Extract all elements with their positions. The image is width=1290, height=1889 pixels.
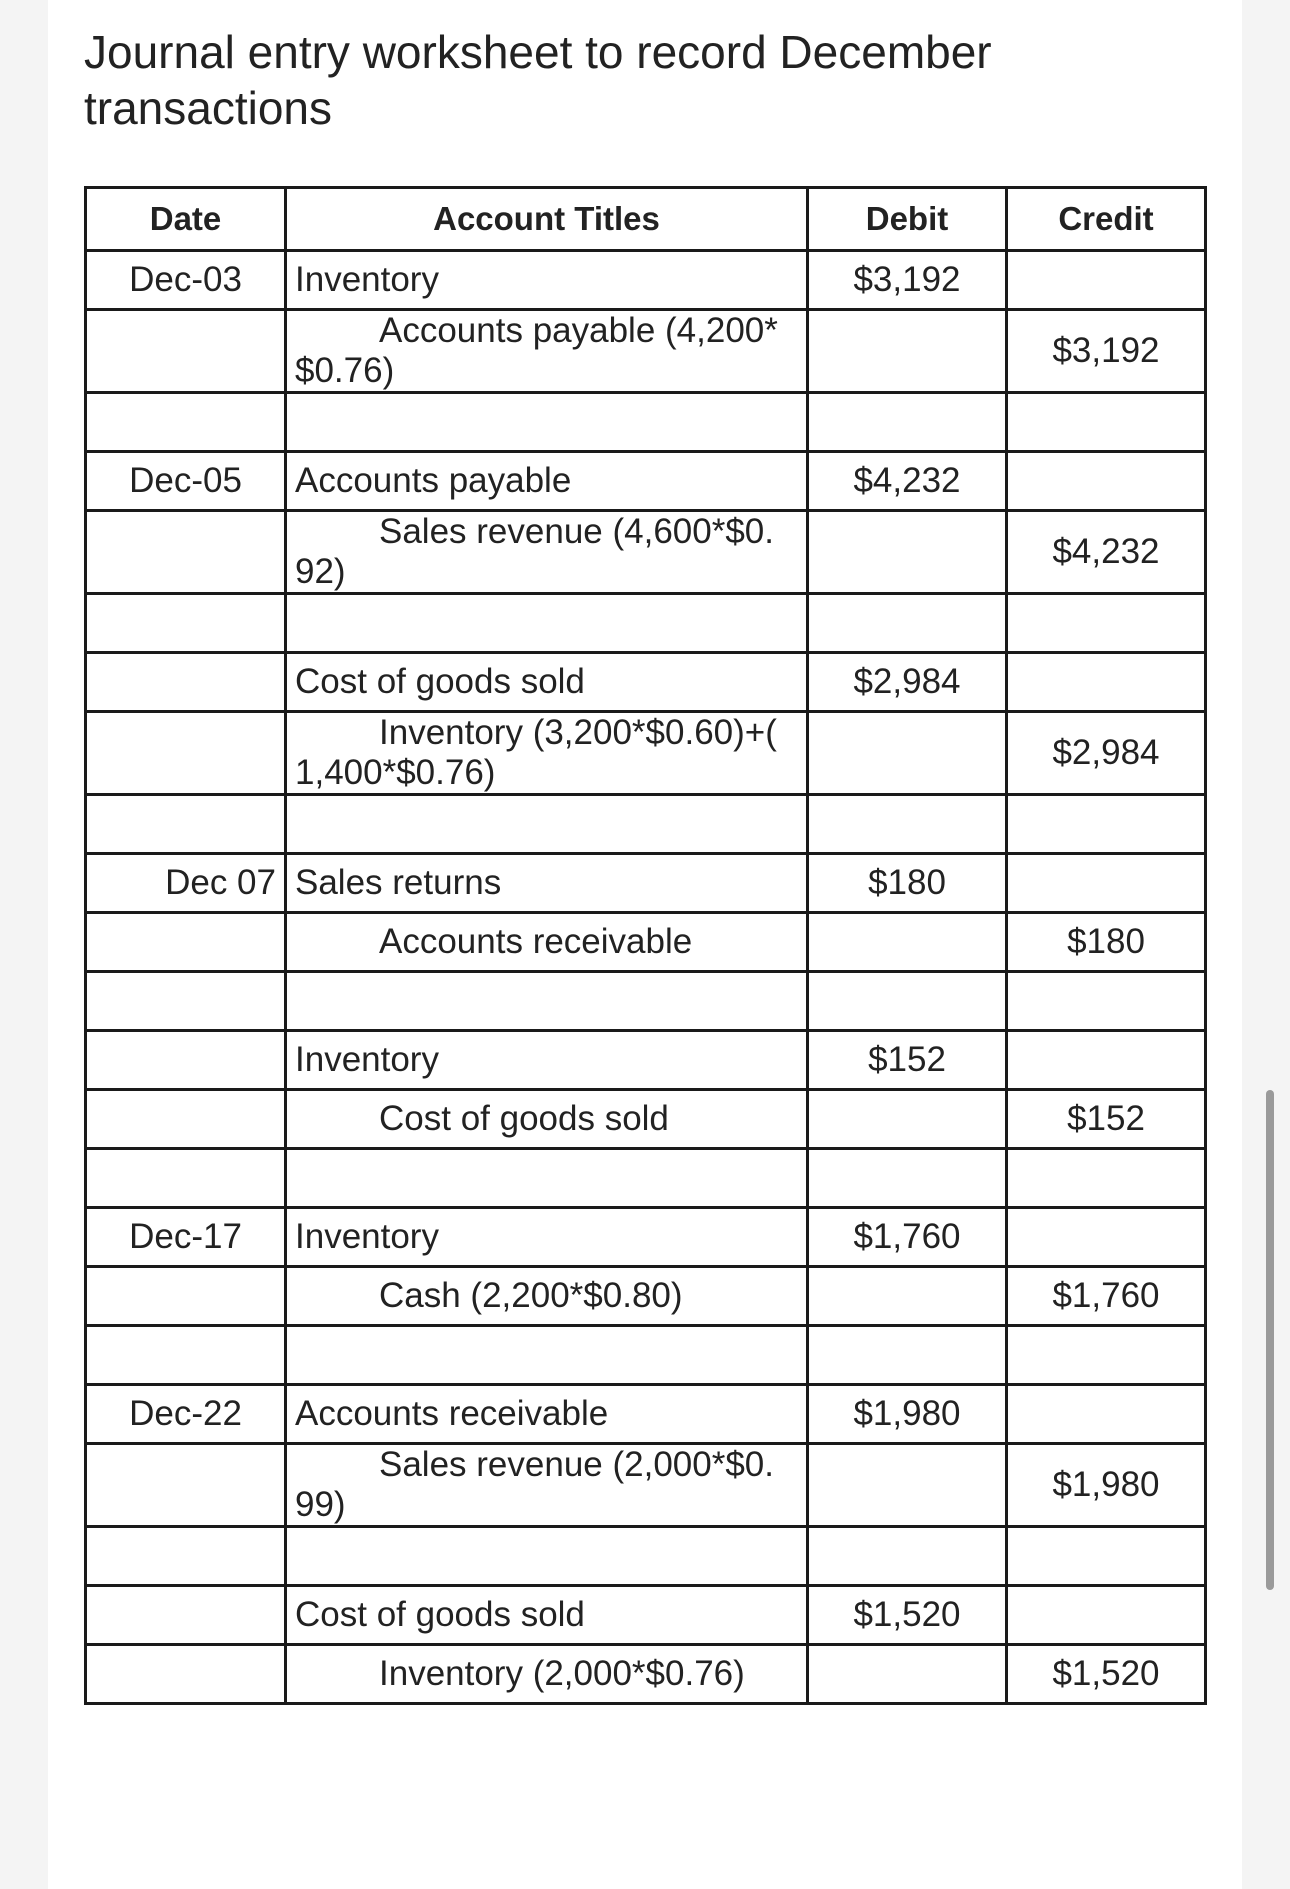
account-cell[interactable]: Inventory (2,000*$0.76) xyxy=(286,1645,808,1704)
account-cell[interactable] xyxy=(286,511,808,594)
debit-cell[interactable]: $152 xyxy=(808,1031,1007,1090)
account-cell[interactable] xyxy=(286,1527,808,1586)
account-cell[interactable]: Accounts receivable xyxy=(286,1385,808,1444)
account-cell[interactable]: Inventory xyxy=(286,1208,808,1267)
date-cell[interactable] xyxy=(86,1527,286,1586)
account-text-line-2: 99) xyxy=(295,1485,346,1524)
credit-cell[interactable]: $4,232 xyxy=(1007,511,1206,594)
date-cell[interactable] xyxy=(86,1031,286,1090)
debit-cell[interactable] xyxy=(808,972,1007,1031)
header-date: Date xyxy=(86,188,286,251)
table-row xyxy=(86,511,1206,594)
account-cell[interactable] xyxy=(286,1149,808,1208)
table-row xyxy=(86,854,1206,913)
table-row xyxy=(86,1149,1206,1208)
debit-cell[interactable] xyxy=(808,1149,1007,1208)
table-row xyxy=(86,795,1206,854)
account-cell[interactable] xyxy=(286,393,808,452)
credit-cell[interactable] xyxy=(1007,251,1206,310)
credit-cell[interactable]: $1,760 xyxy=(1007,1267,1206,1326)
date-cell[interactable] xyxy=(86,310,286,393)
date-cell[interactable] xyxy=(86,1586,286,1645)
account-cell[interactable] xyxy=(286,1326,808,1385)
account-text-line-1: Inventory (3,200*$0.60)+( xyxy=(379,713,777,752)
table-row xyxy=(86,1208,1206,1267)
worksheet-page xyxy=(48,0,1242,1889)
credit-cell[interactable] xyxy=(1007,1586,1206,1645)
credit-cell[interactable] xyxy=(1007,1031,1206,1090)
debit-cell[interactable] xyxy=(808,511,1007,594)
account-cell[interactable] xyxy=(286,712,808,795)
table-row xyxy=(86,653,1206,712)
credit-cell[interactable] xyxy=(1007,452,1206,511)
table-row xyxy=(86,452,1206,511)
table-row xyxy=(86,1444,1206,1527)
date-cell[interactable]: Dec-03 xyxy=(86,251,286,310)
credit-cell[interactable] xyxy=(1007,1149,1206,1208)
table-row xyxy=(86,594,1206,653)
debit-cell[interactable] xyxy=(808,393,1007,452)
account-cell[interactable] xyxy=(286,310,808,393)
date-cell[interactable] xyxy=(86,1326,286,1385)
credit-cell[interactable] xyxy=(1007,854,1206,913)
account-text-line-2: 92) xyxy=(295,552,346,591)
date-cell[interactable] xyxy=(86,913,286,972)
debit-cell[interactable]: $2,984 xyxy=(808,653,1007,712)
credit-cell[interactable]: $180 xyxy=(1007,913,1206,972)
journal-table xyxy=(84,186,1207,1705)
debit-cell[interactable]: $1,520 xyxy=(808,1586,1007,1645)
credit-cell[interactable] xyxy=(1007,1385,1206,1444)
vertical-scrollbar[interactable] xyxy=(1266,1090,1274,1590)
account-text-line-1: Sales revenue (2,000*$0. xyxy=(379,1445,774,1484)
credit-cell[interactable] xyxy=(1007,972,1206,1031)
debit-cell[interactable] xyxy=(808,310,1007,393)
debit-cell[interactable]: $180 xyxy=(808,854,1007,913)
debit-cell[interactable] xyxy=(808,712,1007,795)
account-cell[interactable] xyxy=(286,594,808,653)
debit-cell[interactable]: $4,232 xyxy=(808,452,1007,511)
credit-cell[interactable]: $1,520 xyxy=(1007,1645,1206,1704)
account-cell[interactable]: Cost of goods sold xyxy=(286,1586,808,1645)
date-cell[interactable]: Dec 07 xyxy=(86,854,286,913)
account-cell[interactable]: Accounts receivable xyxy=(286,913,808,972)
date-cell[interactable] xyxy=(86,1149,286,1208)
account-text-line-1: Accounts payable (4,200* xyxy=(379,311,778,350)
credit-cell[interactable]: $152 xyxy=(1007,1090,1206,1149)
account-cell[interactable]: Inventory xyxy=(286,251,808,310)
table-row xyxy=(86,1586,1206,1645)
date-cell[interactable]: Dec-05 xyxy=(86,452,286,511)
table-row xyxy=(86,1090,1206,1149)
table-row xyxy=(86,1645,1206,1704)
table-row xyxy=(86,1326,1206,1385)
account-text-line-2: 1,400*$0.76) xyxy=(295,753,496,792)
date-cell[interactable] xyxy=(86,1444,286,1527)
credit-cell[interactable]: $2,984 xyxy=(1007,712,1206,795)
header-debit: Debit xyxy=(808,188,1007,251)
date-cell[interactable]: Dec-17 xyxy=(86,1208,286,1267)
table-row xyxy=(86,913,1206,972)
credit-cell[interactable] xyxy=(1007,1326,1206,1385)
table-row xyxy=(86,251,1206,310)
debit-cell[interactable] xyxy=(808,913,1007,972)
account-cell[interactable]: Accounts payable xyxy=(286,452,808,511)
debit-cell[interactable] xyxy=(808,594,1007,653)
account-cell[interactable]: Cost of goods sold xyxy=(286,1090,808,1149)
account-cell[interactable]: Sales returns xyxy=(286,854,808,913)
account-text-line-1: Sales revenue (4,600*$0. xyxy=(379,512,774,551)
credit-cell[interactable] xyxy=(1007,653,1206,712)
header-credit: Credit xyxy=(1007,188,1206,251)
date-cell[interactable] xyxy=(86,511,286,594)
date-cell[interactable] xyxy=(86,1267,286,1326)
table-row xyxy=(86,1527,1206,1586)
date-cell[interactable]: Dec-22 xyxy=(86,1385,286,1444)
account-cell[interactable]: Inventory xyxy=(286,1031,808,1090)
debit-cell[interactable]: $1,980 xyxy=(808,1385,1007,1444)
credit-cell[interactable]: $1,980 xyxy=(1007,1444,1206,1527)
table-row xyxy=(86,393,1206,452)
date-cell[interactable] xyxy=(86,653,286,712)
account-cell[interactable] xyxy=(286,795,808,854)
debit-cell[interactable]: $3,192 xyxy=(808,251,1007,310)
header-row xyxy=(86,188,1206,251)
credit-cell[interactable]: $3,192 xyxy=(1007,310,1206,393)
debit-cell[interactable] xyxy=(808,795,1007,854)
account-text-line-2: $0.76) xyxy=(295,351,395,390)
account-cell[interactable]: Cost of goods sold xyxy=(286,653,808,712)
date-cell[interactable] xyxy=(86,393,286,452)
account-cell[interactable] xyxy=(286,972,808,1031)
debit-cell[interactable] xyxy=(808,1645,1007,1704)
account-cell[interactable] xyxy=(286,1444,808,1527)
table-row xyxy=(86,310,1206,393)
account-cell[interactable]: Cash (2,200*$0.80) xyxy=(286,1267,808,1326)
table-row xyxy=(86,1385,1206,1444)
credit-cell[interactable] xyxy=(1007,1208,1206,1267)
credit-cell[interactable] xyxy=(1007,393,1206,452)
header-account-titles: Account Titles xyxy=(286,188,808,251)
date-cell[interactable] xyxy=(86,1645,286,1704)
credit-cell[interactable] xyxy=(1007,1527,1206,1586)
debit-cell[interactable] xyxy=(808,1326,1007,1385)
table-row xyxy=(86,1267,1206,1326)
debit-cell[interactable] xyxy=(808,1267,1007,1326)
table-row xyxy=(86,712,1206,795)
page-title: Journal entry worksheet to record December transactions xyxy=(84,26,992,134)
date-cell[interactable] xyxy=(86,1090,286,1149)
credit-cell[interactable] xyxy=(1007,594,1206,653)
debit-cell[interactable] xyxy=(808,1444,1007,1527)
credit-cell[interactable] xyxy=(1007,795,1206,854)
debit-cell[interactable] xyxy=(808,1527,1007,1586)
debit-cell[interactable] xyxy=(808,1090,1007,1149)
debit-cell[interactable]: $1,760 xyxy=(808,1208,1007,1267)
date-cell[interactable] xyxy=(86,712,286,795)
date-cell[interactable] xyxy=(86,972,286,1031)
date-cell[interactable] xyxy=(86,795,286,854)
table-row xyxy=(86,1031,1206,1090)
table-row xyxy=(86,972,1206,1031)
date-cell[interactable] xyxy=(86,594,286,653)
